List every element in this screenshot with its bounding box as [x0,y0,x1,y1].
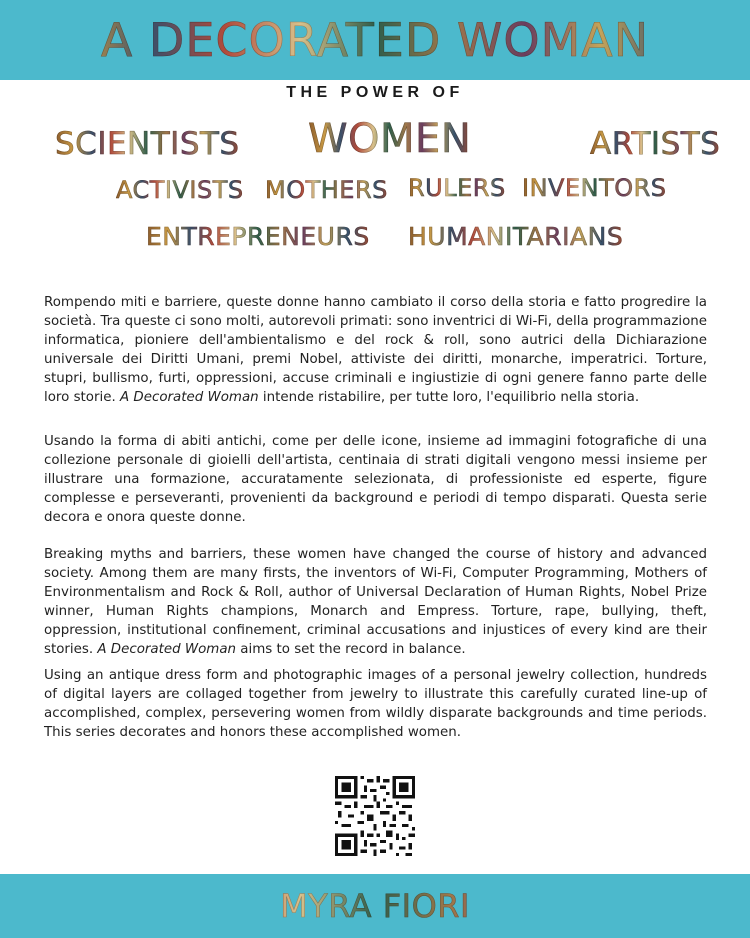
qr-code-icon[interactable] [335,776,415,856]
word-rulers: RULERS [408,174,506,202]
italian-p1-text-a: Rompendo miti e barriere, queste donne hanno cambiato il corso della storia e fatto progredire la società. Tra queste ci sono molti, autorevoli primati: sono inventrici di Wi-Fi, della programmazione informatica, pioniere dell'ambientalismo e del rock & roll, sono autrici della Dichiarazione universale dei Diritti Umani, premi Nobel, attiviste dei diritti, monarche, imperatrici. Torture, stupri, bullismo, furti, oppressioni, accuse criminali e ingiustizie di ogni genere fanno parte delle loro storie. [44,295,708,405]
english-paragraph-1 [44,545,707,659]
word-activists: ACTIVISTS [116,176,244,204]
english-p1-text-a: Breaking myths and barriers, these women have changed the course of history and advanced society. Among them are many firsts, the inventors of Wi-Fi, Computer Programming, Mothers of Environmentalism and Rock & Roll, author of Universal Declaration of Human Rights, Nobel Prize winner, Human Rights champions, Monarch and Empress. Torture, rape, bullying, theft, oppression, institutional confinement, criminal accusations and injustices of every kind are their stories. [44,547,707,657]
english-p1-text-b: aims to set the record in balance. [236,642,466,657]
word-women: WOMEN [308,116,472,162]
artist-name: MYRA FIORI [0,884,750,928]
word-inventors: INVENTORS [522,174,667,202]
word-humanitarians: HUMANITARIANS [408,222,624,251]
word-artists: ARTISTS [590,126,721,162]
subtitle: THE POWER OF [286,84,464,101]
english-p1-series-title: A Decorated Woman [97,642,237,657]
italian-p1-series-title: A Decorated Woman [119,390,259,405]
word-entrepreneurs: ENTREPRENEURS [146,222,370,251]
english-paragraph-2: Using an antique dress form and photographic images of a personal jewelry collection, hundreds of digital layers are collaged together from jewelry to illustrate this carefully curated line-up of accomplished, complex, persevering women from wildly disparate backgrounds and time periods. This series decorates and honors these accomplished women. [44,668,707,740]
word-scientists: SCIENTISTS [55,126,240,162]
italian-paragraph-1 [44,293,707,407]
word-mothers: MOTHERS [265,176,388,204]
italian-p1-text-b: intende ristabilire, per tutte loro, l'equilibrio nella storia. [258,390,640,405]
page-title: A DECORATED WOMAN [0,10,750,70]
italian-paragraph-2: Usando la forma di abiti antichi, come per delle icone, insieme ad immagini fotografiche di una collezione personale di gioielli dell'artista, centinaia di strati digitali vengono messi insieme per illustrare una formazione, accuratamente selezionata, di professioniste ed esperte, figure complesse e perseveranti, provenienti da background e periodi di tempo disparati. Questa serie decora e onora queste donne. [44,434,707,525]
